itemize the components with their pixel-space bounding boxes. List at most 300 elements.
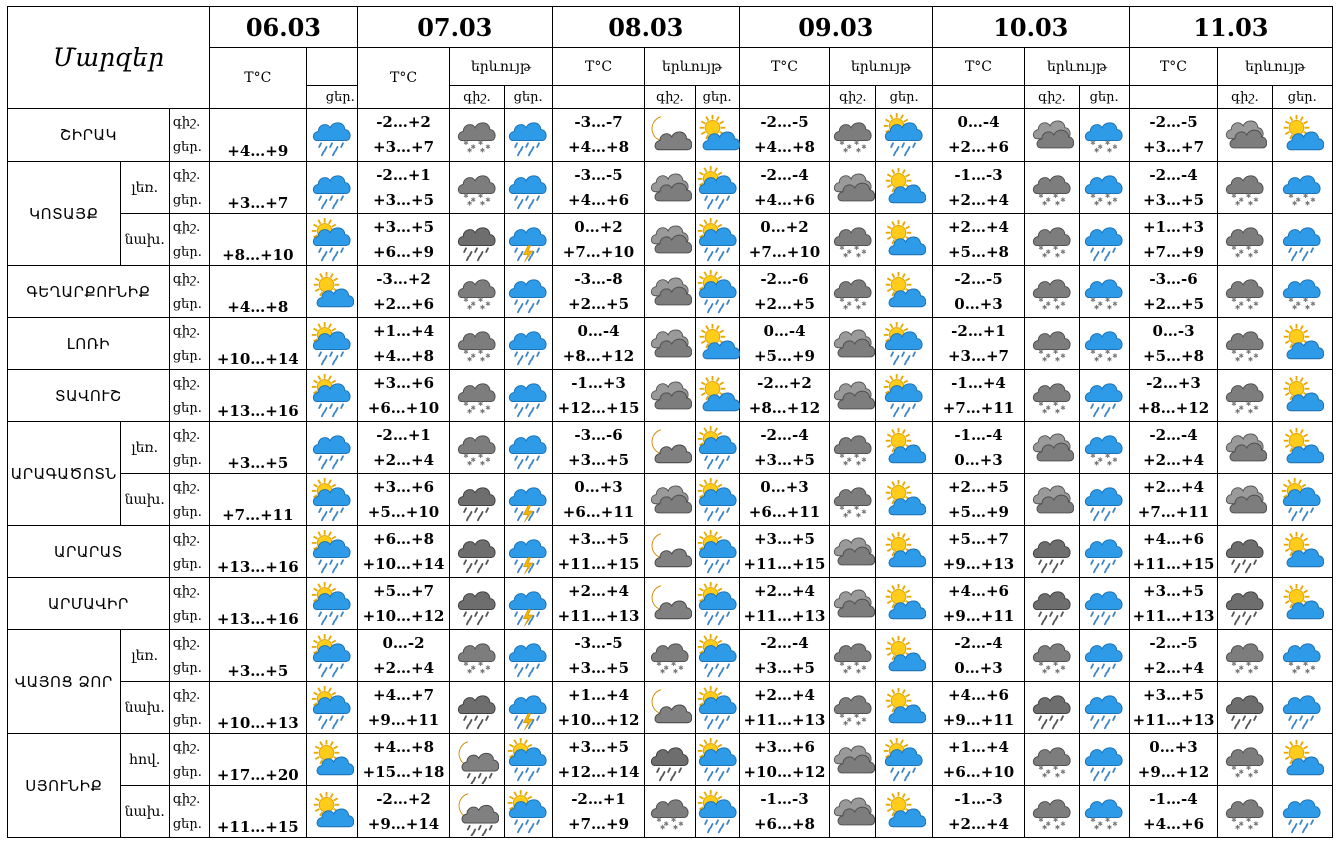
day-temp: +9…+12 — [1137, 762, 1210, 781]
sun-rain-icon — [882, 113, 926, 159]
temp-range — [1129, 526, 1217, 578]
region-row — [8, 786, 1333, 838]
day-subheader: ցեր. — [1079, 86, 1129, 109]
temp-range — [552, 318, 644, 370]
night-temp: +2…+4 — [753, 581, 815, 600]
night-weather-icon-cell — [1218, 214, 1272, 266]
svg-text:✱: ✱ — [1041, 303, 1048, 311]
day-weather-icon-cell — [1079, 370, 1129, 422]
day-weather-icon-cell — [504, 370, 552, 422]
region-name: ԱՐԱԳԱԾՈՏՆ — [8, 422, 121, 526]
night-subheader: գիշ. — [645, 86, 695, 109]
dark-cloud-icon — [831, 738, 875, 784]
snow-cloud-icon — [831, 478, 875, 524]
svg-text:✱: ✱ — [656, 815, 662, 824]
zone-label: լեռ. — [120, 162, 169, 214]
night-weather-icon-cell — [1218, 422, 1272, 474]
temp-range — [1129, 578, 1217, 630]
day-weather-icon-cell — [504, 214, 552, 266]
svg-text:✱: ✱ — [1234, 303, 1241, 311]
rain-cloud-icon — [506, 322, 550, 368]
temp-range — [1129, 109, 1217, 162]
temp-header-cont — [552, 86, 644, 109]
temp-range — [357, 630, 449, 682]
night-temp: -1…+4 — [951, 373, 1006, 392]
svg-text:✱: ✱ — [479, 667, 486, 675]
svg-text:✱: ✱ — [485, 142, 491, 151]
moon-cloud-icon — [648, 113, 692, 159]
svg-text:✱: ✱ — [842, 719, 849, 727]
sun-cloud-icon — [882, 582, 926, 628]
time-of-day-labels — [169, 526, 209, 578]
day-temp: +15…+18 — [362, 762, 445, 781]
sun-rain-icon — [310, 530, 354, 576]
night-weather-icon-cell — [1025, 109, 1079, 162]
svg-text:✱: ✱ — [479, 199, 486, 207]
day-temp: +9…+11 — [942, 606, 1015, 625]
snow-cloud-icon — [1223, 322, 1267, 368]
day-temp: +3…+5 — [568, 450, 630, 469]
svg-text:✱: ✱ — [1060, 819, 1066, 828]
day-weather-icon-cell — [1079, 162, 1129, 214]
day-temp: +4…+6 — [568, 190, 630, 209]
day-temp: +10…+12 — [362, 606, 445, 625]
svg-text:✱: ✱ — [1105, 347, 1111, 356]
day-subheader: ցեր. — [504, 86, 552, 109]
night-weather-icon-cell — [450, 109, 504, 162]
rain-cloud-icon — [506, 634, 550, 680]
date-header: 11.03 — [1129, 7, 1332, 48]
day-temp: +7…+9 — [568, 814, 630, 833]
temp-range — [552, 422, 644, 474]
temp-range — [1129, 682, 1217, 734]
night-weather-icon-cell — [450, 526, 504, 578]
night-label: գիշ. — [172, 531, 201, 547]
svg-text:✱: ✱ — [477, 295, 484, 304]
svg-text:✱: ✱ — [855, 719, 862, 727]
svg-text:✱: ✱ — [1305, 303, 1311, 311]
svg-text:✱: ✱ — [1106, 303, 1113, 311]
time-of-day-labels — [169, 266, 209, 318]
night-weather-icon-cell — [830, 370, 876, 422]
svg-text:✱: ✱ — [846, 455, 852, 464]
svg-text:✱: ✱ — [1054, 771, 1061, 779]
svg-text:✱: ✱ — [659, 667, 666, 675]
day-temp: +4…+8 — [753, 138, 815, 156]
svg-text:✱: ✱ — [1231, 347, 1237, 356]
night-temp: -2…+2 — [376, 113, 431, 131]
day-temp: +7…+11 — [942, 398, 1015, 417]
svg-text:✱: ✱ — [463, 451, 469, 460]
region-row — [8, 474, 1333, 526]
weather-icon-cell — [306, 422, 357, 474]
rain-cloud-icon — [1082, 374, 1126, 420]
day-weather-icon-cell — [1272, 682, 1333, 734]
dark-rain-icon — [455, 218, 499, 264]
region-row — [8, 578, 1333, 630]
svg-text:✱: ✱ — [1310, 663, 1316, 672]
dark-cloud-icon — [648, 322, 692, 368]
night-weather-icon-cell — [1025, 266, 1079, 318]
day-weather-icon-cell — [1272, 734, 1333, 786]
svg-text:✱: ✱ — [1303, 659, 1309, 668]
night-temp: -2…+3 — [1146, 373, 1201, 392]
night-weather-icon-cell — [450, 682, 504, 734]
snow-cloud-icon — [1030, 790, 1074, 836]
snow-rain-icon — [1082, 790, 1126, 836]
dark-cloud-icon — [831, 166, 875, 212]
svg-text:✱: ✱ — [1305, 667, 1311, 675]
snow-rain-icon — [1082, 322, 1126, 368]
svg-text:✱: ✱ — [839, 243, 845, 252]
sun-rain-icon — [506, 790, 550, 836]
day-weather-icon-cell — [876, 422, 932, 474]
snow-cloud-icon — [1223, 270, 1267, 316]
forecast-table — [7, 6, 1333, 838]
night-weather-icon-cell — [450, 370, 504, 422]
time-of-day-labels — [169, 422, 209, 474]
svg-text:✱: ✱ — [842, 251, 849, 259]
day-temp: +9…+14 — [367, 814, 440, 833]
svg-text:✱: ✱ — [1038, 243, 1044, 252]
svg-text:✱: ✱ — [853, 451, 860, 460]
svg-text:✱: ✱ — [477, 139, 484, 148]
temp-range — [552, 682, 644, 734]
date-header: 06.03 — [210, 7, 358, 48]
svg-text:✱: ✱ — [1094, 459, 1100, 467]
day-temp: +9…+13 — [942, 554, 1015, 573]
svg-text:✱: ✱ — [1054, 355, 1061, 363]
svg-text:✱: ✱ — [855, 459, 862, 467]
snow-cloud-icon — [455, 166, 499, 212]
day-weather-icon-cell — [695, 318, 739, 370]
weather-icon-cell — [306, 474, 357, 526]
svg-text:✱: ✱ — [839, 659, 845, 668]
night-label: գիշ. — [172, 167, 201, 183]
svg-text:✱: ✱ — [1238, 819, 1244, 828]
temp-range — [357, 474, 449, 526]
day-weather-icon-cell — [1079, 786, 1129, 838]
svg-text:✱: ✱ — [1310, 299, 1316, 308]
day-subheader: ցեր. — [1272, 86, 1333, 109]
snow-cloud-icon — [831, 113, 875, 159]
svg-text:✱: ✱ — [656, 659, 662, 668]
svg-text:✱: ✱ — [1054, 407, 1061, 415]
svg-text:✱: ✱ — [1247, 303, 1254, 311]
day-label: ցեր. — [172, 556, 202, 572]
day-label: ցեր. — [172, 348, 202, 364]
weather-icon-cell — [306, 578, 357, 630]
temp-range — [357, 422, 449, 474]
dark-cloud-icon — [648, 374, 692, 420]
snow-rain-icon — [1082, 426, 1126, 472]
svg-text:✱: ✱ — [1045, 819, 1051, 828]
dark-cloud-icon — [648, 166, 692, 212]
day-weather-icon-cell — [1272, 474, 1333, 526]
day-temp: 0…+3 — [954, 294, 1003, 313]
svg-text:✱: ✱ — [1094, 355, 1100, 363]
night-temp: 0…-4 — [577, 321, 620, 340]
thunder-icon — [506, 218, 550, 264]
svg-text:✱: ✱ — [466, 146, 473, 155]
night-weather-icon-cell — [1218, 786, 1272, 838]
svg-text:✱: ✱ — [1253, 351, 1259, 360]
day-weather-icon-cell — [1272, 214, 1333, 266]
day-weather-icon-cell — [504, 578, 552, 630]
day-temp: +6…+10 — [942, 762, 1015, 781]
day-weather-icon-cell — [1272, 162, 1333, 214]
svg-text:✱: ✱ — [1052, 191, 1059, 200]
snow-cloud-icon — [831, 270, 875, 316]
svg-text:✱: ✱ — [466, 667, 473, 675]
night-temp: -2…-6 — [760, 269, 809, 288]
sun-rain-icon — [882, 374, 926, 420]
time-of-day-labels — [169, 109, 209, 162]
night-temp: 0…+3 — [574, 477, 623, 496]
svg-text:✱: ✱ — [463, 139, 469, 148]
day-weather-icon-cell — [1079, 109, 1129, 162]
night-temp: -2…-4 — [760, 425, 809, 444]
temp-range — [552, 266, 644, 318]
sun-rain-icon — [310, 374, 354, 420]
night-temp: -2…-5 — [760, 113, 809, 131]
temp-range — [932, 734, 1024, 786]
day-temp: +11…+13 — [1132, 710, 1215, 729]
moon-cloud-icon — [648, 686, 692, 732]
temp-range — [932, 422, 1024, 474]
night-weather-icon-cell — [645, 214, 695, 266]
sun-rain-icon — [696, 634, 740, 680]
sun-cloud-icon — [310, 270, 354, 316]
sun-cloud-icon — [882, 686, 926, 732]
night-temp: 0…-4 — [763, 321, 806, 340]
dark-rain-icon — [1223, 582, 1267, 628]
rain-cloud-icon — [506, 270, 550, 316]
svg-text:✱: ✱ — [1106, 355, 1113, 363]
night-temp: -2…-4 — [760, 633, 809, 652]
svg-text:✱: ✱ — [1052, 659, 1059, 668]
svg-text:✱: ✱ — [463, 295, 469, 304]
time-of-day-labels — [169, 162, 209, 214]
night-temp: -1…-3 — [760, 789, 809, 808]
svg-text:✱: ✱ — [1054, 199, 1061, 207]
night-weather-icon-cell — [450, 266, 504, 318]
day-weather-icon-cell — [876, 162, 932, 214]
rain-cloud-icon — [310, 113, 354, 159]
svg-text:✱: ✱ — [1253, 247, 1259, 256]
night-weather-icon-cell — [645, 422, 695, 474]
svg-text:✱: ✱ — [1238, 247, 1244, 256]
sun-rain-icon — [696, 530, 740, 576]
svg-text:✱: ✱ — [842, 459, 849, 467]
day-temp: +11…+15 — [557, 554, 640, 573]
day-weather-icon-cell — [876, 474, 932, 526]
svg-text:✱: ✱ — [1288, 191, 1294, 200]
night-weather-icon-cell — [830, 578, 876, 630]
day-temp: +4…+6 — [1143, 814, 1205, 833]
snow-cloud-icon — [1030, 738, 1074, 784]
day-weather-icon-cell — [695, 266, 739, 318]
day-weather-icon-cell — [1272, 266, 1333, 318]
night-temp: -1…+3 — [571, 373, 626, 392]
svg-text:✱: ✱ — [1038, 763, 1044, 772]
day-temp: +6…+11 — [562, 502, 635, 521]
snow-cloud-icon — [1223, 374, 1267, 420]
night-weather-icon-cell — [1025, 422, 1079, 474]
svg-text:✱: ✱ — [839, 139, 845, 148]
night-temp: 0…+3 — [760, 477, 809, 496]
sun-cloud-icon — [882, 634, 926, 680]
night-weather-icon-cell — [1025, 474, 1079, 526]
region-row — [8, 734, 1333, 786]
svg-text:✱: ✱ — [1041, 407, 1048, 415]
dark-cloud-icon — [831, 790, 875, 836]
night-temp: 0…-3 — [1152, 321, 1195, 340]
svg-text:✱: ✱ — [1112, 351, 1118, 360]
night-temp: -2…+2 — [376, 789, 431, 808]
svg-text:✱: ✱ — [470, 299, 476, 308]
dark-rain-icon — [1030, 686, 1074, 732]
temp-range — [1129, 370, 1217, 422]
night-temp: +5…+7 — [947, 529, 1009, 548]
temp-range — [357, 318, 449, 370]
region-name: ՏԱՎՈՒՇ — [8, 370, 170, 422]
day-temp: +2…+4 — [947, 190, 1009, 209]
day-weather-icon-cell — [1079, 266, 1129, 318]
rain-cloud-icon — [310, 426, 354, 472]
svg-text:✱: ✱ — [1288, 659, 1294, 668]
sun-rain-icon — [310, 634, 354, 680]
night-weather-icon-cell — [1218, 630, 1272, 682]
sun-rain-icon — [696, 270, 740, 316]
day-temp: 0…+3 — [954, 450, 1003, 469]
night-temp: +3…+5 — [568, 737, 630, 756]
svg-text:✱: ✱ — [1234, 199, 1241, 207]
day-weather-icon-cell — [1272, 109, 1333, 162]
temp-range — [932, 682, 1024, 734]
sun-cloud-icon — [1280, 738, 1324, 784]
day-weather-icon-cell — [504, 318, 552, 370]
dark-cloud-icon — [648, 478, 692, 524]
night-temp: +4…+7 — [373, 685, 435, 704]
dark-rain-icon — [648, 738, 692, 784]
rain-cloud-icon — [1082, 582, 1126, 628]
temp-range — [932, 474, 1024, 526]
sun-rain-icon — [696, 582, 740, 628]
temp-range — [357, 682, 449, 734]
svg-text:✱: ✱ — [1231, 295, 1237, 304]
night-temp: 0…-2 — [382, 633, 425, 652]
svg-text:✱: ✱ — [479, 355, 486, 363]
night-temp: +3…+6 — [373, 373, 435, 392]
svg-text:✱: ✱ — [842, 146, 849, 155]
night-temp: +1…+3 — [1143, 217, 1205, 236]
svg-text:✱: ✱ — [855, 303, 862, 311]
night-weather-icon-cell — [645, 734, 695, 786]
day-temp: +2…+5 — [1143, 294, 1205, 313]
svg-text:✱: ✱ — [1234, 355, 1241, 363]
night-label: գիշ. — [172, 739, 201, 755]
temp-range — [552, 630, 644, 682]
temp-range — [932, 630, 1024, 682]
region-name: ԿՈՏԱՅՔ — [8, 162, 121, 266]
night-label: գիշ. — [172, 687, 201, 703]
night-temp: +1…+4 — [568, 685, 630, 704]
night-weather-icon-cell — [830, 162, 876, 214]
svg-text:✱: ✱ — [1052, 399, 1059, 408]
snow-cloud-icon — [831, 634, 875, 680]
snow-cloud-icon — [455, 113, 499, 159]
rain-cloud-icon — [1280, 790, 1324, 836]
sun-rain-icon — [506, 738, 550, 784]
temp-range — [1129, 734, 1217, 786]
svg-text:✱: ✱ — [861, 247, 867, 256]
svg-text:✱: ✱ — [1234, 771, 1241, 779]
dark-cloud-icon — [831, 374, 875, 420]
sun-cloud-icon — [882, 426, 926, 472]
dark-rain-icon — [1030, 582, 1074, 628]
day-weather-icon-cell — [1079, 318, 1129, 370]
temp-range — [552, 109, 644, 162]
temp-header: T°C — [932, 48, 1024, 86]
day-temp: +3…+7 — [373, 138, 435, 156]
night-label: գիշ. — [172, 479, 201, 495]
svg-text:✱: ✱ — [1045, 767, 1051, 776]
sun-rain-icon — [310, 218, 354, 264]
day-temp: +6…+8 — [753, 814, 815, 833]
temp-header: T°C — [552, 48, 644, 86]
sun-cloud-icon — [882, 530, 926, 576]
day-weather-icon-cell — [1079, 526, 1129, 578]
night-label: գիշ. — [172, 323, 201, 339]
day-temp: +6…+10 — [367, 398, 440, 417]
svg-text:✱: ✱ — [1052, 763, 1059, 772]
dark-cloud-icon — [648, 218, 692, 264]
svg-text:✱: ✱ — [839, 451, 845, 460]
svg-text:✱: ✱ — [479, 459, 486, 467]
night-weather-icon-cell — [1025, 370, 1079, 422]
temp-range — [932, 109, 1024, 162]
weather-icon-cell — [306, 786, 357, 838]
svg-text:✱: ✱ — [1090, 139, 1096, 148]
day-weather-icon-cell — [876, 370, 932, 422]
temp-range — [357, 370, 449, 422]
svg-text:✱: ✱ — [466, 459, 473, 467]
svg-text:✱: ✱ — [1253, 403, 1259, 412]
temp-range — [1129, 474, 1217, 526]
weather-icon-cell — [306, 682, 357, 734]
night-weather-icon-cell — [1218, 318, 1272, 370]
svg-text:✱: ✱ — [1041, 251, 1048, 259]
day-temp: +9…+11 — [367, 710, 440, 729]
night-weather-icon-cell — [830, 526, 876, 578]
sun-cloud-icon — [1280, 530, 1324, 576]
night-weather-icon-cell — [450, 318, 504, 370]
svg-text:✱: ✱ — [1090, 191, 1096, 200]
sun-cloud-icon — [882, 166, 926, 212]
svg-text:✱: ✱ — [1245, 815, 1252, 824]
day-weather-icon-cell — [504, 109, 552, 162]
svg-text:✱: ✱ — [1234, 667, 1241, 675]
temp-range — [739, 109, 829, 162]
night-temp: -3…-6 — [1149, 269, 1198, 288]
thunder-icon — [506, 530, 550, 576]
day-weather-icon-cell — [876, 318, 932, 370]
svg-text:✱: ✱ — [470, 351, 476, 360]
svg-text:✱: ✱ — [1060, 767, 1066, 776]
day-temp: +4…+6 — [753, 190, 815, 209]
svg-text:✱: ✱ — [1045, 663, 1051, 672]
